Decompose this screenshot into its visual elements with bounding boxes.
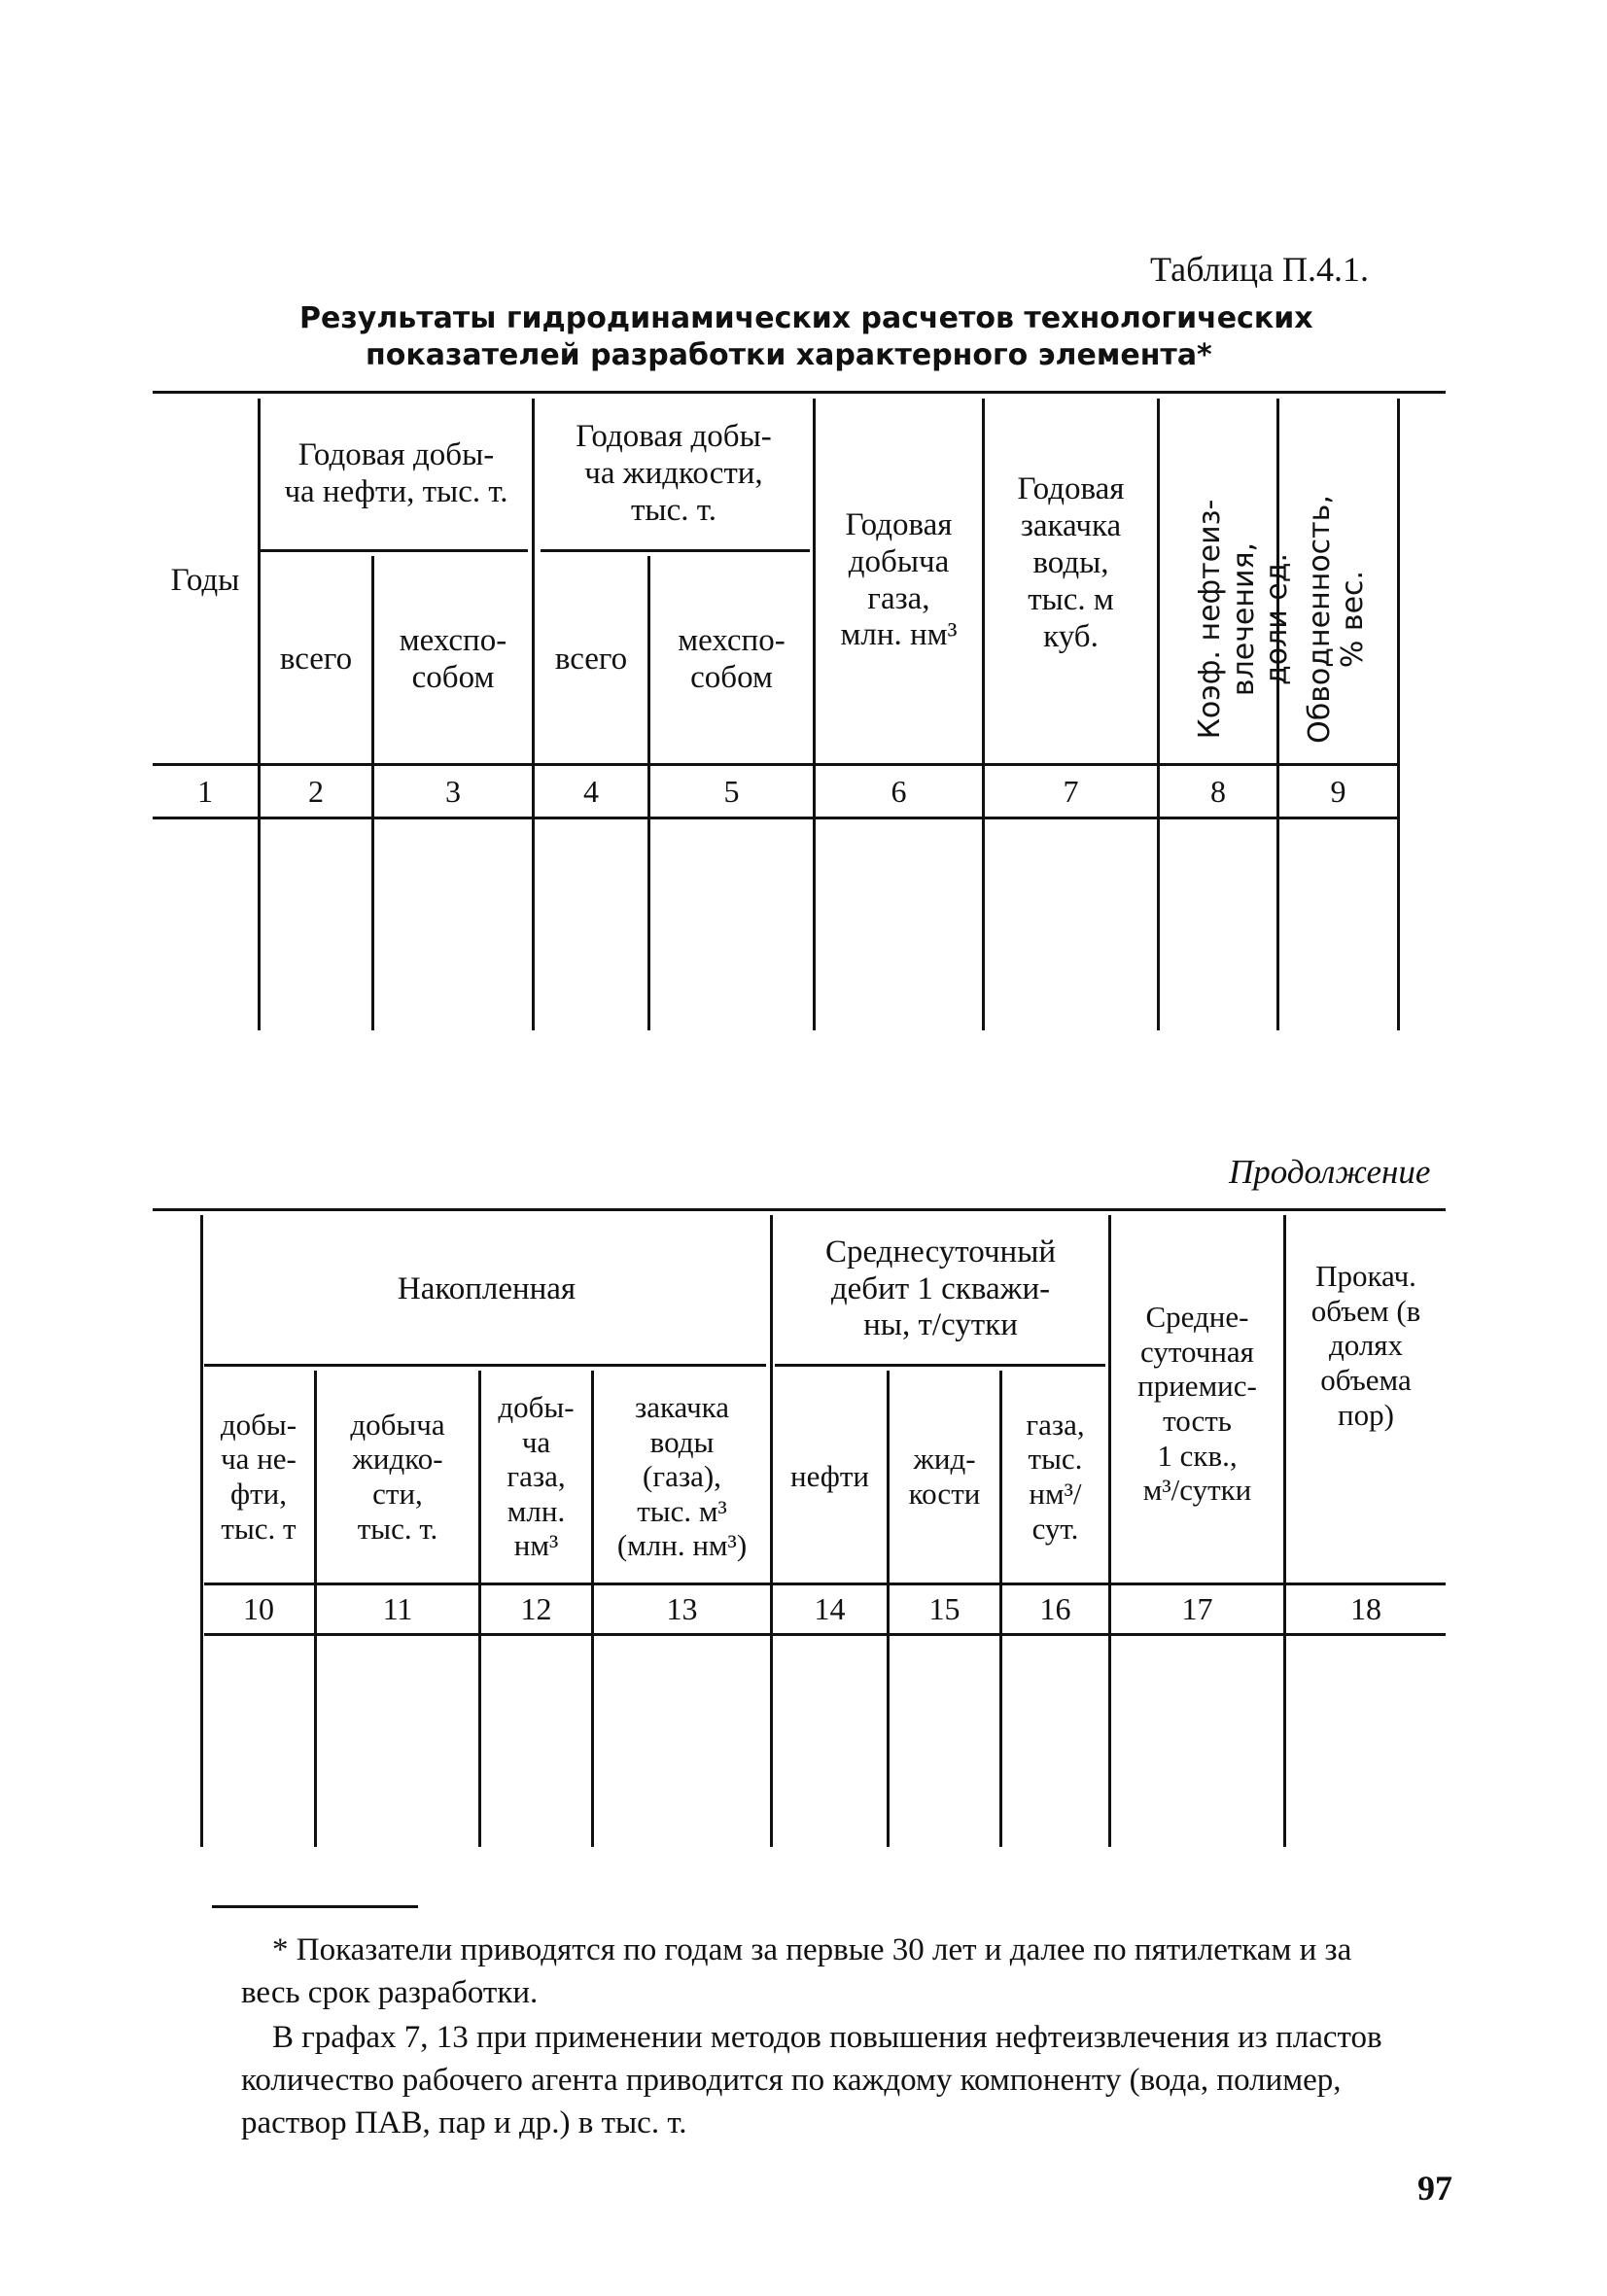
col-number: 15 [928,1591,961,1627]
header-pumped-volume: Прокач. объем (в долях объема пор) [1310,1259,1421,1432]
col-number: 11 [382,1591,413,1627]
header-annual-gas: Годовая добыча газа, млн. нм³ [840,506,958,653]
table1-col-rule [1157,399,1160,1030]
header-cum-oil: добы- ча не- фти, тыс. т [220,1407,297,1546]
page-number: 97 [1417,2169,1452,2208]
table1-top-rule [153,391,1446,394]
header-rate-liquid: жид- кости [908,1442,981,1511]
col-number: 5 [723,773,740,809]
footnote-2: В графах 7, 13 при применении методов повышения нефтеизвлечения из пластов количество рабочего агента приводится по каждому компоненту (вода, полимер, раствор ПАВ, пар и др.) в тыс. т. [241,2020,1382,2140]
header-rate-gas: газа, тыс. нм³/ сут. [1026,1407,1085,1546]
table-label: Таблица П.4.1. [1150,250,1369,289]
header-cum-liquid: добыча жидко- сти, тыс. т. [350,1407,445,1546]
table2-top-rule [153,1208,1446,1211]
header-years: Годы [170,562,240,598]
col-number: 9 [1330,773,1346,809]
footnote-rule [212,1905,418,1908]
col-number: 14 [814,1591,846,1627]
header-rate-oil: нефти [790,1459,869,1494]
header-oil-total: всего [279,641,353,677]
table2-subhead-rule-cumulative [204,1364,766,1367]
col-number: 7 [1063,773,1079,809]
col-number: 4 [583,773,599,809]
header-cumulative: Накопленная [397,1270,576,1306]
col-number: 18 [1350,1591,1381,1627]
table1-subhead-rule-oil [261,549,528,552]
col-number: 16 [1039,1591,1071,1627]
header-avg-injectivity: Средне- суточная приемис- тость 1 скв., м³/сутки [1137,1300,1257,1508]
table1-subhead-rule-liquid [541,549,810,552]
table1-col-rule [1397,399,1400,1030]
header-cum-gas: добы- ча газа, млн. нм³ [498,1389,575,1563]
table-title-line2: показателей разработки характерного элемента* [366,338,1212,372]
continuation-label: Продолжение [1229,1153,1431,1191]
col-number: 13 [666,1591,698,1627]
col-number: 12 [520,1591,552,1627]
table2-numbers-bottom-rule [204,1633,1446,1636]
header-oil-recovery-coef: Коэф. нефтеиз- влечения, доли ед. [1193,499,1295,740]
col-number: 10 [243,1591,274,1627]
header-cum-injection: закачка воды (газа), тыс. м³ (млн. нм³) [616,1389,748,1563]
col-number: 1 [197,773,213,809]
table1-numbers-bottom-rule [153,817,1400,819]
header-liquid-mechanized: мехспо- собом [678,622,786,695]
footnote-1: * Показатели приводятся по годам за первые 30 лет и далее по пятилеткам и за весь срок разработки. [241,1932,1352,2010]
header-annual-water-injection: Годовая закачка воды, тыс. м куб. [1017,471,1125,654]
col-number: 8 [1210,773,1226,809]
header-annual-liquid: Годовая добы- ча жидкости, тыс. т. [576,419,772,528]
header-annual-oil: Годовая добы- ча нефти, тыс. т. [284,437,508,509]
col-number: 2 [308,773,324,809]
table2-subhead-rule-rate [775,1364,1105,1367]
header-liquid-total: всего [554,641,628,677]
header-oil-mechanized: мехспо- собом [399,622,507,695]
col-number: 6 [891,773,907,809]
col-number: 3 [445,773,461,809]
col-number: 17 [1181,1591,1213,1627]
header-avg-daily-rate: Среднесуточный дебит 1 скважи- ны, т/сутки [824,1234,1057,1343]
header-water-cut: Обводненность, % вес. [1302,495,1370,744]
table-title-line1: Результаты гидродинамических расчетов технологических [299,301,1313,335]
